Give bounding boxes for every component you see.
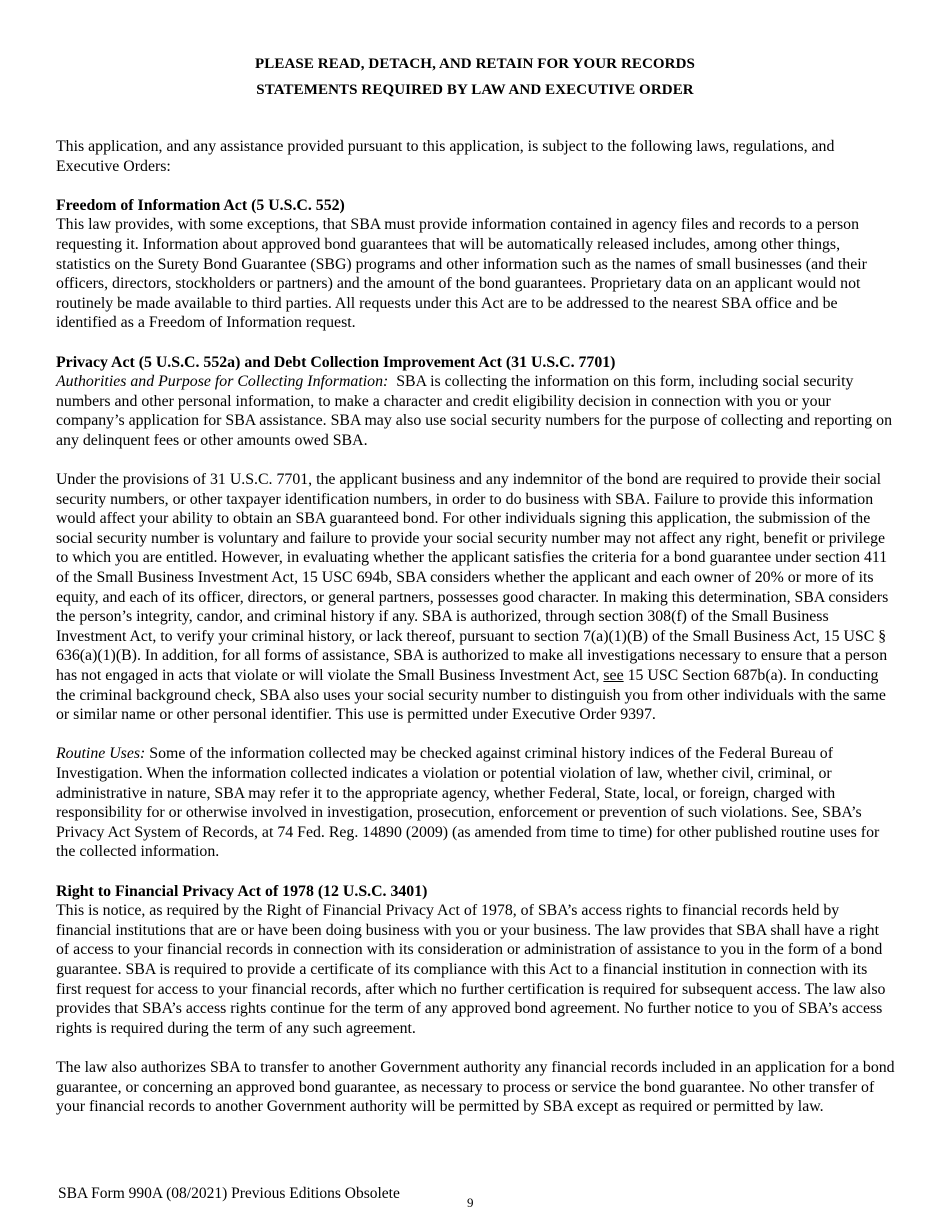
foia-section [56, 196, 896, 333]
foia-text: This law provides, with some exceptions, that SBA must provide information contained in agency files and records to a person requesting it. Information about approved bond guarantees that will be automatically released includes, among other things, statistics on the Surety Bond Guarantee (SBG) programs and other information such as the names of small businesses (and their officers, directors, stockholders or partners) and the amount of the bond guarantees. Proprietary data on an applicant would not routinely be made available to third parties. All requests under this Act are to be addressed to the nearest SBA office and be identified as a Freedom of Information request. [56, 216, 867, 332]
provisions-text-b: 15 USC Section 687b(a). In conducting the criminal background check, SBA also uses your social security number to distinguish you from other individuals with the same or similar name or other personal identifier. This use is permitted under Executive Order 9397. [56, 667, 886, 724]
provisions-text-a: Under the provisions of 31 U.S.C. 7701, the applicant business and any indemnitor of the bond are required to provide their social security numbers, or other taxpayer identification numbers, in order to do business with SBA. Failure to provide this information would affect your ability to obtain an SBA guaranteed bond. For other individuals signing this application, the submission of the social security number is voluntary and failure to provide your social security number may not affect any right, benefit or privilege to which you are entitled. However, in evaluating whether the applicant satisfies the criteria for a bond guarantee under section 411 of the Small Business Investment Act, 15 USC 694b, SBA considers whether the applicant and each owner of 20% or more of its equity, and each of its officer, directors, or general partners, possesses good character. In making this determination, SBA considers the person’s integrity, candor, and criminal history if any. SBA is authorized, through section 308(f) of the Small Business Investment Act, to verify your criminal history, or lack thereof, pursuant to section 7(a)(1)(B) of the Small Business Act, 15 USC § 636(a)(1)(B). In addition, for all forms of assistance, SBA is authorized to make all investigations necessary to ensure that a person has not engaged in acts that violate or will violate the Small Business Investment Act, [56, 471, 889, 685]
foia-title: Freedom of Information Act (5 U.S.C. 552) [56, 196, 345, 214]
header-line-1: PLEASE READ, DETACH, AND RETAIN FOR YOUR RECORDS [255, 56, 695, 72]
intro-paragraph: This application, and any assistance provided pursuant to this application, is subject to the following laws, regulations, and Executive Orders: [56, 138, 835, 175]
page-number: 9 [467, 1195, 474, 1210]
document-body [56, 137, 896, 1136]
authorities-text: SBA is collecting the information on this form, including social security numbers and other personal information, to make a character and credit eligibility decision in connection with you or your company’s application for SBA assistance. SBA may also use social security numbers for the purpose of collecting and reporting on any delinquent fees or other amounts owed SBA. [56, 373, 893, 449]
privacy-section [56, 353, 896, 451]
routine-uses-label: Routine Uses: [56, 745, 146, 763]
header-line-2: STATEMENTS REQUIRED BY LAW AND EXECUTIVE ORDER [256, 82, 694, 98]
provisions-see: see [603, 667, 624, 685]
privacy-title: Privacy Act (5 U.S.C. 552a) and Debt Collection Improvement Act (31 U.S.C. 7701) [56, 353, 616, 371]
rfpa-transfer-paragraph: The law also authorizes SBA to transfer to another Government authority any financial records included in an application for a bond guarantee, or concerning an approved bond guarantee, as necessary to process or service the bond guarantee. No other transfer of your financial records to another Government authority will be permitted by SBA except as required or permitted by law. [56, 1058, 895, 1116]
rfpa-title: Right to Financial Privacy Act of 1978 (12 U.S.C. 3401) [56, 882, 428, 900]
rfpa-section [56, 882, 896, 1039]
authorities-label: Authorities and Purpose for Collecting Information: [56, 373, 389, 391]
routine-uses-paragraph [56, 744, 896, 862]
routine-uses-text: Some of the information collected may be checked against criminal history indices of the Federal Bureau of Investigation. When the information collected indicates a violation or potential violation of law, whether civil, criminal, or administrative in nature, SBA may refer it to the appropriate agency, whether Federal, State, local, or foreign, charged with responsibility for or otherwise involved in investigation, prosecution, enforcement or prevention of such violations. See, SBA’s Privacy Act System of Records, at 74 Fed. Reg. 14890 (2009) (as amended from time to time) for other published routine uses for the collected information. [56, 745, 880, 861]
provisions-paragraph [56, 470, 896, 725]
form-identifier: SBA Form 990A (08/2021) Previous Editions Obsolete [58, 1185, 400, 1202]
rfpa-text-1: This is notice, as required by the Right of Financial Privacy Act of 1978, of SBA’s access rights to financial records held by financial institutions that are or have been doing business with you or your business. The law provides that SBA shall have a right of access to your financial records in connection with its consideration or administration of assistance to you in the form of a bond guarantee. SBA is required to provide a certificate of its compliance with this Act to a financial institution in connection with its first request for access to your financial records, after which no further certification is required for subsequent access. The law also provides that SBA’s access rights continue for the term of any approved bond agreement. No further notice to you of SBA’s access rights is required during the term of any such agreement. [56, 902, 886, 1037]
